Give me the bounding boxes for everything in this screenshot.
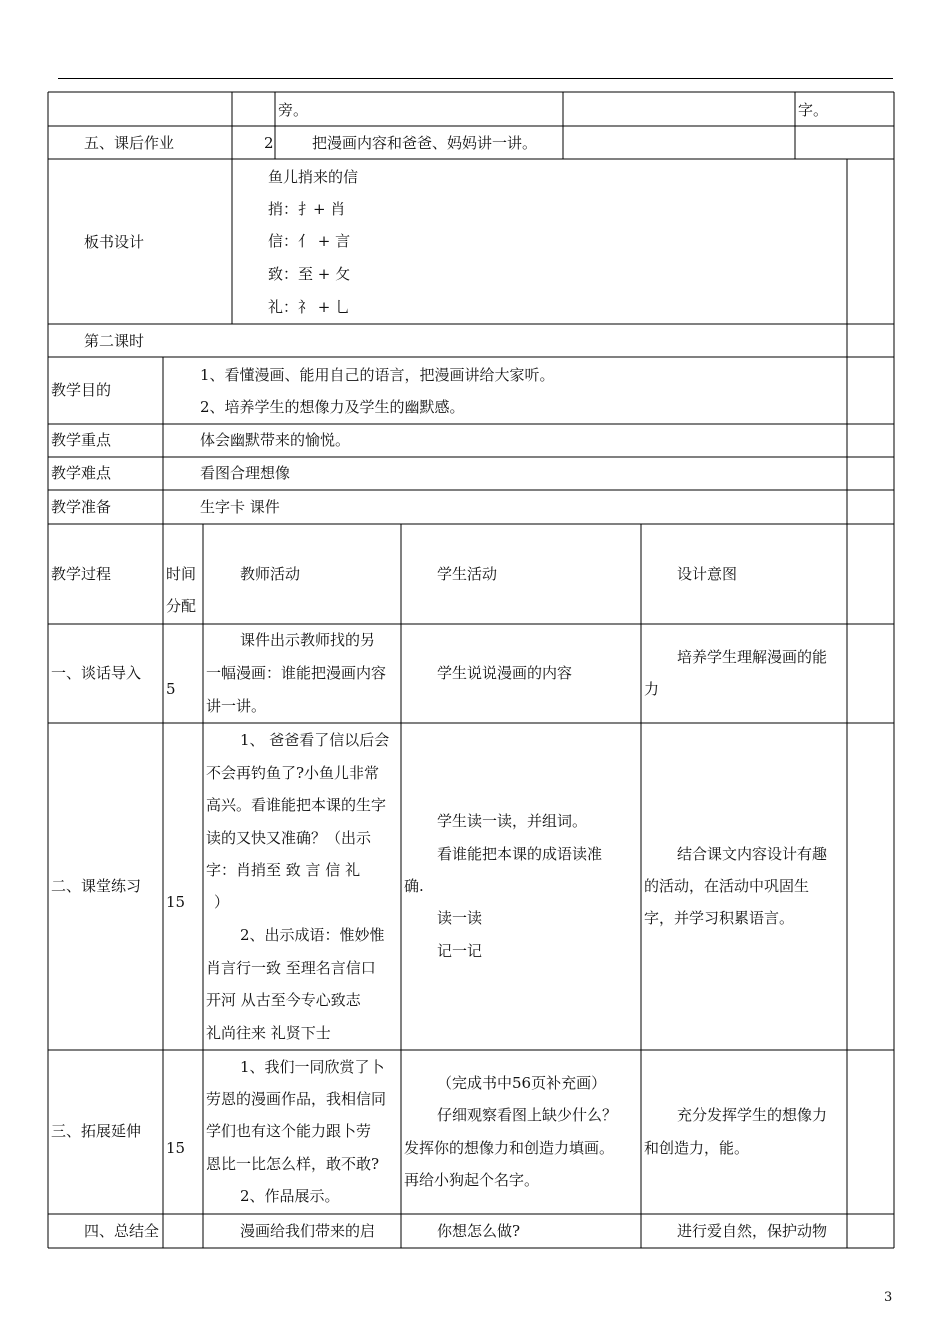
step2-design-line: 结合课文内容设计有趣	[677, 845, 828, 863]
step3-student-line: （完成书中56页补充画）	[437, 1074, 607, 1092]
step2-design-line: 字，并学习积累语言。	[644, 909, 795, 927]
step3-label: 三、拓展延伸	[51, 1122, 142, 1140]
step3-teacher-line: 学们也有这个能力跟卜劳	[206, 1122, 372, 1140]
step3-teacher-line: 恩比一比怎么样，敢不敢?	[206, 1155, 380, 1173]
row1-activity-text: 旁。	[278, 101, 309, 119]
goals-label: 教学目的	[51, 381, 112, 399]
step4-design: 进行爱自然，保护动物	[677, 1222, 828, 1240]
page-number: 3	[884, 1290, 893, 1305]
step4-student: 你想怎么做?	[437, 1222, 521, 1240]
time-header-line: 分配	[166, 597, 197, 615]
step3-teacher-line: 1、我们一同欣赏了卜	[240, 1058, 385, 1076]
row1-design-text: 字。	[798, 101, 829, 119]
board-line: 礼：礻 + 乚	[268, 298, 351, 316]
step1-teacher-line: 讲一讲。	[206, 697, 267, 715]
step2-design-line: 的活动，在活动中巩固生	[644, 877, 810, 895]
step2-teacher-line: ）	[214, 893, 230, 911]
step1-teacher-line: 一幅漫画：谁能把漫画内容	[206, 664, 387, 682]
step2-student-line: 读一读	[437, 909, 483, 927]
step4-teacher: 漫画给我们带来的启	[240, 1222, 376, 1240]
key-text: 体会幽默带来的愉悦。	[200, 431, 351, 449]
step2-teacher-line: 1、 爸爸看了信以后会	[240, 731, 390, 749]
step2-teacher-line: 肖言行一致 至理名言信口	[206, 959, 376, 977]
step2-teacher-line: 读的又快又准确？（出示	[206, 829, 372, 847]
step1-label: 一、谈话导入	[51, 664, 142, 682]
process-label: 教学过程	[51, 565, 112, 583]
step3-student-line: 再给小狗起个名字。	[404, 1171, 540, 1189]
homework-text: 把漫画内容和爸爸、妈妈讲一讲。	[312, 134, 538, 152]
step4-label: 四、总结全	[84, 1222, 160, 1240]
step2-teacher-line: 开河 从古至今专心致志	[206, 991, 361, 1009]
step3-time: 15	[166, 1139, 186, 1157]
time-header-line: 时间	[166, 565, 197, 583]
teacher-header: 教师活动	[240, 565, 301, 583]
step2-student-line: 学生读一读，并组词。	[437, 812, 588, 830]
step2-teacher-line: 高兴。看谁能把本课的生字	[206, 796, 387, 814]
board-line: 捎：扌+ 肖	[268, 200, 346, 218]
step3-student-line: 发挥你的想像力和创造力填画。	[404, 1139, 615, 1157]
difficulty-text: 看图合理想像	[200, 464, 291, 482]
goal-line: 2、培养学生的想像力及学生的幽默感。	[200, 398, 465, 416]
step2-teacher-line: 2、出示成语：惟妙惟	[240, 926, 385, 944]
student-header: 学生活动	[437, 565, 498, 583]
step2-student-line: 确.	[404, 877, 424, 895]
step3-teacher-line: 2、作品展示。	[240, 1187, 340, 1205]
step3-teacher-line: 劳恩的漫画作品，我相信同	[206, 1090, 387, 1108]
board-line: 信：亻 + 言	[268, 232, 351, 250]
goal-line: 1、看懂漫画、能用自己的语言，把漫画讲给大家听。	[200, 366, 555, 384]
second-lesson-heading: 第二课时	[84, 332, 145, 350]
step1-teacher-line: 课件出示教师找的另	[240, 631, 376, 649]
step2-student-line: 记一记	[437, 942, 483, 960]
step2-time: 15	[166, 893, 186, 911]
key-label: 教学重点	[51, 431, 112, 449]
board-line: 鱼儿捎来的信	[268, 168, 359, 186]
step3-design-line: 充分发挥学生的想像力	[677, 1106, 828, 1124]
prep-text: 生字卡 课件	[200, 498, 280, 516]
difficulty-label: 教学难点	[51, 464, 112, 482]
step2-label: 二、课堂练习	[51, 877, 142, 895]
prep-label: 教学准备	[51, 498, 112, 516]
homework-time: 2	[264, 134, 274, 152]
design-header: 设计意图	[677, 565, 738, 583]
step2-student-line: 看谁能把本课的成语读准	[437, 845, 603, 863]
step1-student: 学生说说漫画的内容	[437, 664, 573, 682]
homework-label: 五、课后作业	[84, 134, 175, 152]
step2-teacher-line: 礼尚往来 礼贤下士	[206, 1024, 331, 1042]
step3-student-line: 仔细观察看图上缺少什么？	[437, 1106, 618, 1124]
step1-design-line: 力	[644, 680, 660, 698]
board-design-label: 板书设计	[84, 233, 145, 251]
step1-time: 5	[166, 680, 176, 698]
step3-design-line: 和创造力，能。	[644, 1139, 750, 1157]
board-line: 致：至 + 攵	[268, 265, 351, 283]
step2-teacher-line: 字：肖捎至 致 言 信 礼	[206, 861, 361, 879]
step2-teacher-line: 不会再钓鱼了?小鱼儿非常	[206, 764, 380, 782]
step1-design-line: 培养学生理解漫画的能	[677, 648, 828, 666]
